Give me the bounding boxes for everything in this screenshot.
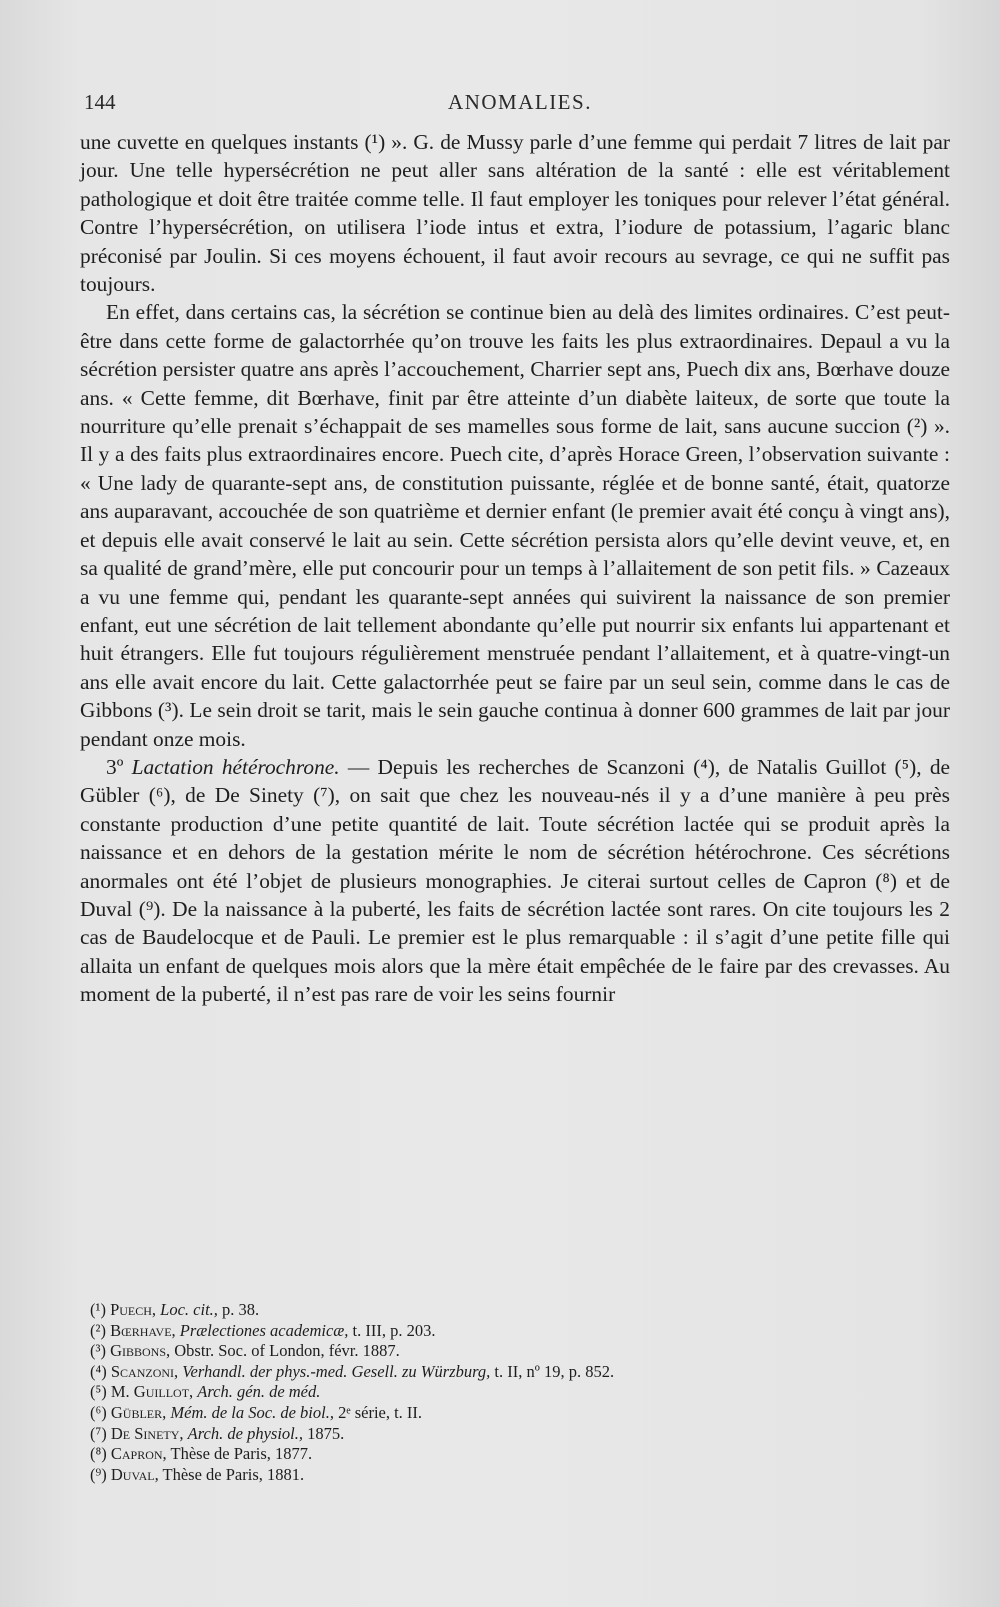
footnote-author: M. Guillot, bbox=[110, 1382, 194, 1402]
footnote-author: Gibbons, bbox=[110, 1341, 171, 1361]
footnote-author: Bœrhave, bbox=[110, 1320, 176, 1340]
footnote bbox=[90, 1300, 910, 1321]
paragraph-1: une cuvette en quelques instants (¹) ». G. de Mussy parle d’une femme qui perdait 7 litres de lait par jour. Une telle hypersécrétion ne peut aller sans altération de la santé : elle est véritablement pathologique et doit être traitée comme telle. Il faut employer les toniques pour relever l’état général. Contre l’hypersécrétion, on utilisera l’iode intus et extra, l’iodure de potassium, l’agaric blanc préconisé par Joulin. Si ces moyens échouent, il faut avoir recours au sevrage, ce qui ne suffit pas toujours. bbox=[80, 130, 950, 297]
footnote-author: Puech, bbox=[110, 1300, 157, 1319]
footnote-rest: p. 38. bbox=[222, 1300, 260, 1319]
footnote-number: (⁹) bbox=[90, 1464, 107, 1484]
paragraph-3-text: — Depuis les recherches de Scanzoni (⁴), de Natalis Guillot (⁵), de Gübler (⁶), de De Sinety (⁷), on sait que chez les nouveau-nés il y a d’une manière à peu près constante production d’une petite quantité de lait. Toute sécrétion lactée qui se produit après la naissance et en dehors de la gestation mérite le nom de sécrétion hétérochrone. Ces sécrétions anormales ont été l’objet de plusieurs monographies. Je citerai surtout celles de Capron (⁸) et de Duval (⁹). De la naissance à la puberté, les faits de sécrétion lactée sont rares. On cite toujours les 2 cas de Baudelocque et de Pauli. Le premier est le plus remarquable : il s’agit d’une petite fille qui allaita un enfant de quelques mois alors que la mère était empêchée de le faire par des crevasses. Au moment de la puberté, il n’est pas rare de voir les seins fournir bbox=[80, 754, 951, 1007]
footnote-author: Gübler, bbox=[110, 1402, 167, 1422]
footnote bbox=[90, 1424, 910, 1445]
footnote-rest: 1875. bbox=[307, 1423, 345, 1443]
footnote-number: (²) bbox=[90, 1320, 106, 1340]
footnote bbox=[90, 1403, 910, 1424]
footnote-rest: Obstr. Soc. of London, févr. 1887. bbox=[174, 1341, 400, 1361]
footnote bbox=[90, 1321, 910, 1342]
footnote-author: Capron, bbox=[110, 1444, 167, 1464]
footnote-title: Verhandl. der phys.-med. Gesell. zu Würzburg, bbox=[182, 1361, 491, 1381]
footnote bbox=[90, 1382, 910, 1403]
footnote-rest: 2ᵉ série, t. II. bbox=[338, 1402, 423, 1422]
footnote-number: (⁸) bbox=[90, 1444, 107, 1464]
footnote bbox=[90, 1465, 910, 1486]
footnote-number: (⁷) bbox=[90, 1423, 107, 1443]
footnote-rest: t. II, nº 19, p. 852. bbox=[494, 1361, 615, 1381]
footnote bbox=[90, 1341, 910, 1362]
paragraph-2: En effet, dans certains cas, la sécrétion se continue bien au delà des limites ordinaires. C’est peut-être dans cette forme de galactorrhée qu’on trouve les faits les plus extraordinaires. Depaul a vu la sécrétion persister quatre ans après l’accouchement, Charrier sept ans, Puech dix ans, Bœrhave douze ans. « Cette femme, dit Bœrhave, finit par être atteinte d’un diabète laiteux, de sorte que toute la nourriture qu’elle prenait s’échappait de ses mamelles sous forme de lait, sans aucune succion (²) ». Il y a des faits plus extraordinaires encore. Puech cite, d’après Horace Green, l’observation suivante : « Une lady de quarante-sept ans, de constitution puissante, réglée et de bonne santé, était, quatorze ans auparavant, accouchée de son quatrième et dernier enfant (le premier avait été conçu à vingt ans), et depuis elle avait conservé le lait au sein. Cette sécrétion persista alors qu’elle devint veuve, et, en sa qualité de grand’mère, elle put concourir pour un temps à l’allaitement de son petit fils. » Cazeaux a vu une femme qui, pendant les quarante-sept années qui suivirent la naissance de son premier enfant, eut une sécrétion de lait tellement abondante qu’elle put nourrir six enfants lui appartenant et huit étrangers. Elle fut toujours régulièrement menstruée pendant l’allaitement, et à quatre-vingt-un ans elle avait encore du lait. Cette galactorrhée peut se faire par un seul sein, comme dans le cas de Gibbons (³). Le sein droit se tarit, mais le sein gauche continua à donner 600 grammes de lait par jour pendant onze mois. bbox=[80, 300, 950, 751]
footnote-title: Loc. cit., bbox=[160, 1300, 218, 1319]
page-header bbox=[84, 90, 956, 120]
footnote-rest: t. III, p. 203. bbox=[352, 1320, 436, 1340]
footnote-title: Arch. gén. de méd. bbox=[197, 1382, 321, 1402]
footnote-number: (⁶) bbox=[90, 1402, 107, 1422]
footnote bbox=[90, 1362, 910, 1383]
page-number: 144 bbox=[84, 90, 116, 114]
paragraph-3 bbox=[80, 753, 950, 1009]
footnote bbox=[90, 1444, 910, 1465]
footnote-author: Duval, bbox=[110, 1464, 159, 1484]
footnote-number: (⁵) bbox=[90, 1382, 107, 1402]
footnote-number: (¹) bbox=[90, 1300, 106, 1319]
footnote-title: Prælectiones academicæ, bbox=[179, 1320, 349, 1340]
footnote-rest: Thèse de Paris, 1877. bbox=[170, 1444, 313, 1464]
footnote-number: (³) bbox=[90, 1341, 106, 1361]
section-title: Lactation hétérochrone. bbox=[131, 754, 340, 779]
section-number: 3º bbox=[106, 754, 132, 779]
footnote-author: De Sinety, bbox=[110, 1423, 184, 1443]
footnote-author: Scanzoni, bbox=[110, 1361, 179, 1381]
footnote-rest: Thèse de Paris, 1881. bbox=[162, 1464, 305, 1484]
footnote-title: Arch. de physiol., bbox=[187, 1423, 303, 1443]
running-title: ANOMALIES. bbox=[448, 90, 592, 114]
footnote-number: (⁴) bbox=[90, 1361, 107, 1381]
footnotes bbox=[90, 1300, 910, 1485]
footnote-title: Mém. de la Soc. de biol., bbox=[170, 1402, 334, 1422]
body-text bbox=[80, 128, 950, 1009]
